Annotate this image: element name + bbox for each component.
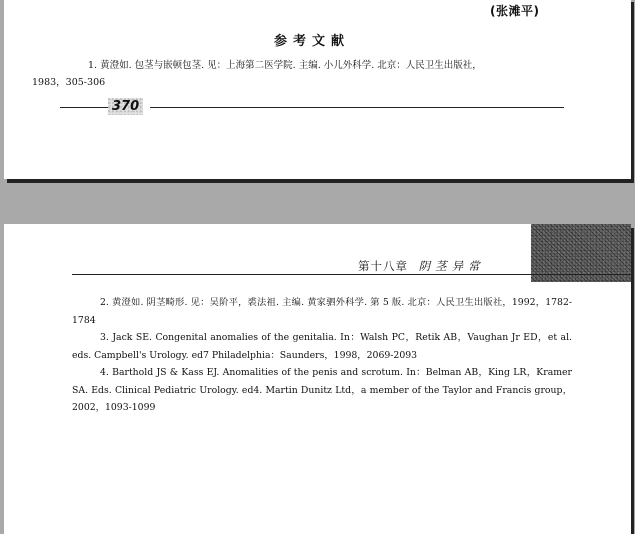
chapter-author: (张滩平): [490, 4, 540, 18]
header-rule: [72, 274, 631, 275]
page-number: 370: [108, 98, 143, 115]
footer-rule-left: [60, 107, 108, 108]
running-header: [358, 258, 485, 274]
references-heading: 参考文献: [274, 34, 351, 49]
document-page-bottom: [4, 224, 631, 534]
reference-item-1: [32, 57, 580, 91]
reference-1-line-2: 1983，305-306: [32, 77, 106, 88]
reference-item-4: 4. Barthold JS & Kass EJ. Anomalities of the penis and scrotum. In：Belman AB，King LR，Kramer SA. Eds. Clinical Pediatric Urology. ed4. Martin Dunitz Ltd，a member of the Taylor and Francis group，2002，1093-1099: [72, 367, 572, 413]
footer-rule-right: [150, 107, 564, 108]
chapter-title: 阴茎异常: [418, 259, 485, 273]
reference-item-2: 2. 黄澄如. 阴茎畸形. 见：吴阶平，裘法祖. 主编. 黄家驷外科学. 第 5 版. 北京：人民卫生出版社，1992，1782-1784: [72, 297, 572, 326]
reference-list: [72, 294, 572, 417]
reference-1-line-1: 1. 黄澄如. 包茎与嵌顿包茎. 见：上海第二医学院. 主编. 小儿外科学. 北京：人民卫生出版社，: [88, 60, 482, 71]
chapter-number: 第十八章: [358, 259, 408, 273]
document-page-top: [4, 0, 631, 179]
reference-item-3: 3. Jack SE. Congenital anomalies of the genitalia. In：Walsh PC，Retik AB，Vaughan Jr ED，et al. eds. Campbell's Urology. ed7 Philadelphia：Saunders，1998，2069-2093: [72, 332, 572, 361]
